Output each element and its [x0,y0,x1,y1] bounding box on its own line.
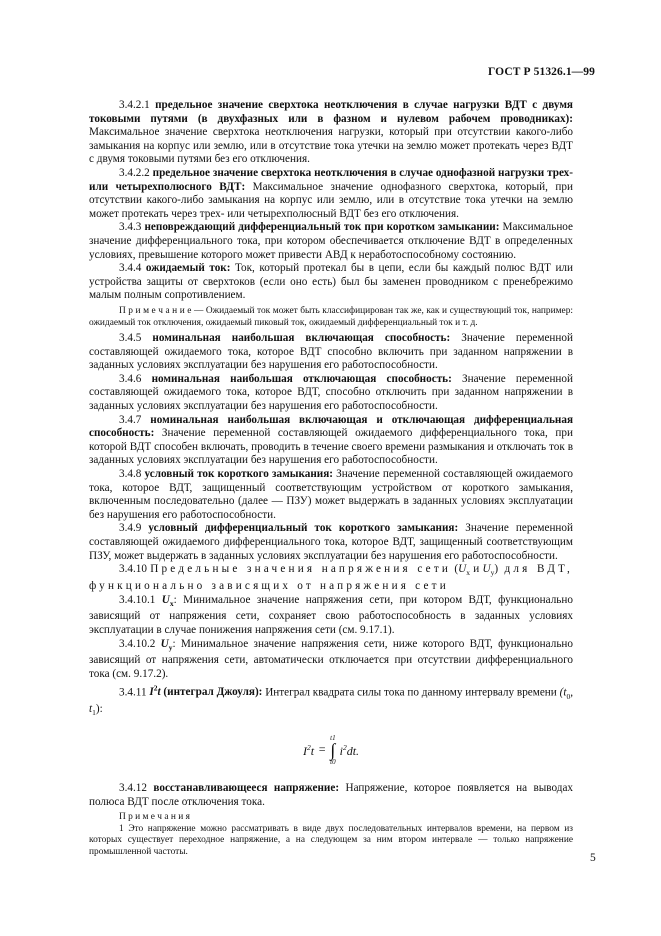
paragraph-3-4-9: 3.4.9 условный дифференциальный ток короткого замыкания: Значение переменной составляющей ожидаемого дифференциального тока, которое ВДТ, защищенный соответствующим ПЗУ, может выдержать в заданных условиях эксплуатации без нарушения его работоспособности. [89,522,573,562]
notes-heading: П р и м е ч а н и я [119,812,190,823]
note-item-1: 1 Это напряжение можно рассматривать в виде двух последовательных интервалов времени, на первом из которых существует переходное напряжение, а на следующем за ним втором интервале — только напряжение промышленной частоты. [89,823,573,857]
page-number: 5 [590,852,596,864]
paragraph-3-4-8: 3.4.8 условный ток короткого замыкания: Значение переменной составляющей ожидаемого тока, которое ВДТ, защищенный соответствующим устройством от короткого замыкания, включенным последовательно (далее — ПЗУ) может выдержать в заданных условиях эксплуатации без нарушения его работоспособности. [89,468,573,521]
document-code: ГОСТ Р 51326.1—99 [488,66,595,78]
paragraph-3-4-10-2: 3.4.10.2 $U_y$: Минимальное значение напряжения сети, ниже которого ВДТ, функционально зависящий от напряжения сети, автоматически отключается при отсутствии дифференциального тока (см. 9.17.2). [89,637,574,681]
paragraph-3-4-3: 3.4.3 неповреждающий дифференциальный ток при коротком замыкании: Максимальное значение дифференциального тока, при котором обеспечивается отключение ВДТ в определенных условиях, превышение которого может привести АВД к неработоспособному состоянию. [89,221,574,261]
joule-integral-formula: $I^2t$ = t1 ∫ t0 $i^2dt$. [302,734,360,767]
page-body [89,99,573,859]
paragraph-3-4-5: 3.4.5 номинальная наибольшая включающая способность: Значение переменной составляющей ожидаемого тока, которое ВДТ способно включить при заданном напряжении в заданных условиях эксплуатации без нарушения его работоспособности. [89,332,573,372]
paragraph-3-4-11: 3.4.11 $I^2t$ (интеграл Джоуля): Интеграл квадрата силы тока по данному интервалу времени ($t_0$, $t_1$): [89,683,573,718]
paragraph-3-4-10: 3.4.10 Предельные значения напряжения сети ($U_x$ и $U_y$) для ВДТ, функционально зависящих от напряжения сети [89,563,573,593]
paragraph-3-4-7: 3.4.7 номинальная наибольшая включающая и отключающая дифференциальная способность: Значение переменной составляющей ожидаемого дифференциального тока, при которой ВДТ способен включать, проводить в течение своего времени размыкания и отключать ток в заданных условиях эксплуатации без нарушения его работоспособности. [89,413,573,467]
note-expected-current: П р и м е ч а н и е — Ожидаемый ток может быть классифицирован так же, как и существующий ток, например: ожидаемый ток отключения, ожидаемый пиковый ток, ожидаемый дифференциальный ток и т. д. [89,305,574,328]
paragraph-3-4-12: 3.4.12 восстанавливающееся напряжение: Напряжение, которое появляется на выводах полюса ВДТ после отключения тока. [89,782,574,808]
paragraph-3-4-4: 3.4.4 ожидаемый ток: Ток, который протекал бы в цепи, если бы каждый полюс ВДТ или устройства защиты от сверхтоков (если оно есть) был бы заменен проводником с пренебрежимо малым полным сопротивлением. [89,262,573,302]
paragraph-3-4-10-1: 3.4.10.1 $U_x$: Минимальное значение напряжения сети, при котором ВДТ, функционально зависящий от напряжения сети, сохраняет свою работоспособность в заданных условиях эксплуатации в случае понижения напряжения сети (см. 9.17.1). [89,593,573,637]
paragraph-3-4-2-1: 3.4.2.1 предельное значение сверхтока неотключения в случае нагрузки ВДТ с двумя токовыми путями (в двухфазных или в фазном и нулевом рабочем проводниках): Максимальное значение сверхтока неотключения нагрузки, который при отсутствии какого-либо замыкания на корпус или землю, или в отсутствие тока утечки на землю может протекать через ВДТ с двумя токовыми путями без его отключения. [89,99,573,166]
paragraph-3-4-2-2: 3.4.2.2 предельное значение сверхтока неотключения в случае однофазной нагрузки трех- или четырехполюсного ВДТ: Максимальное значение однофазного сверхтока, который, при отсутствии какого-либо замыкания на корпус или землю, или в отсутствие тока утечки на землю может протекать через трех- или четырехполюсный ВДТ без его отключения. [89,166,574,220]
integral-sign: t1 ∫ t0 [330,734,336,767]
paragraph-3-4-6: 3.4.6 номинальная наибольшая отключающая способность: Значение переменной составляющей ожидаемого тока, которое ВДТ, способно отключить при заданном напряжении в заданных условиях эксплуатации без нарушения его работоспособности. [89,372,573,413]
